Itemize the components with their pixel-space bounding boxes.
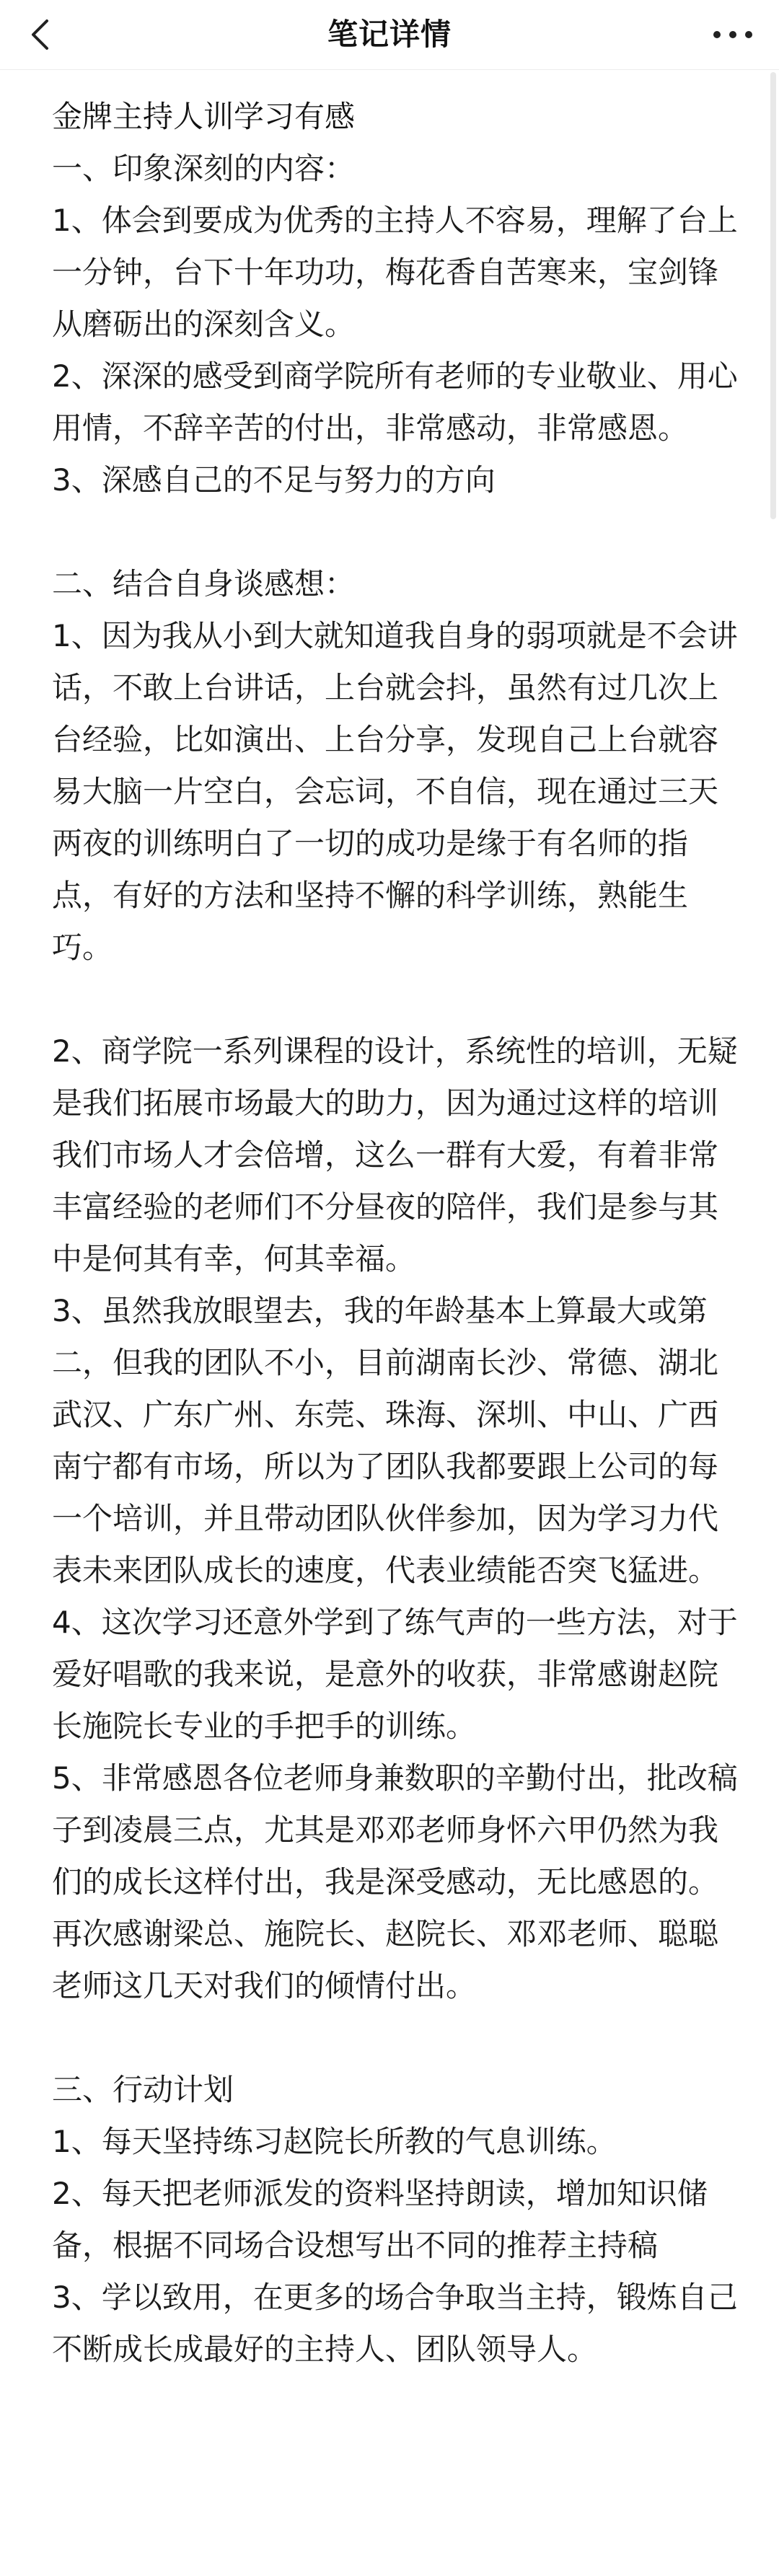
note-paragraph: 1、每天坚持练习赵院长所教的气息训练。 [52, 2124, 617, 2159]
top-navigation-bar [0, 0, 779, 70]
blank-line [52, 506, 744, 558]
scrollbar-thumb[interactable] [770, 72, 776, 519]
blank-line [52, 974, 744, 1025]
note-paragraph: 再次感谢梁总、施院长、赵院长、邓邓老师、聪聪老师这几天对我们的倾情付出。 [52, 1916, 719, 2003]
note-paragraph: 二、结合自身谈感想： [52, 566, 356, 601]
scrollbar[interactable] [770, 72, 776, 2567]
note-paragraph: 3、深感自己的不足与努力的方向 [52, 462, 496, 498]
note-paragraph: 1、因为我从小到大就知道我自身的弱项就是不会讲话，不敢上台讲话，上台就会抖，虽然有过几次上台经验，比如演出、上台分享，发现自己上台就容易大脑一片空白，会忘词，不自信，现在通过三天两夜的训练明白了一切的成功是缘于有名师的指点，有好的方法和坚持不懈的科学训练，熟能生巧。 [52, 618, 738, 965]
note-paragraph: 2、每天把老师派发的资料坚持朗读，增加知识储备，根据不同场合设想写出不同的推荐主持稿 [52, 2176, 708, 2263]
note-content [52, 91, 744, 2376]
more-options-button[interactable] [707, 13, 759, 56]
more-dots-icon [713, 30, 753, 39]
note-paragraph: 3、学以致用，在更多的场合争取当主持，锻炼自己不断成长成最好的主持人、团队领导人。 [52, 2280, 738, 2367]
note-paragraph: 2、商学院一系列课程的设计，系统性的培训，无疑是我们拓展市场最大的助力，因为通过这样的培训我们市场人才会倍增，这么一群有大爱，有着非常丰富经验的老师们不分昼夜的陪伴，我们是参与其中是何其有幸，何其幸福。 [52, 1033, 738, 1276]
note-paragraph: 3、虽然我放眼望去，我的年龄基本上算最大或第二，但我的团队不小，目前湖南长沙、常德、湖北武汉、广东广州、东莞、珠海、深圳、中山、广西南宁都有市场，所以为了团队我都要跟上公司的每一个培训，并且带动团队伙伴参加，因为学习力代表未来团队成长的速度，代表业绩能否突飞猛进。 [52, 1293, 719, 1588]
note-title: 金牌主持人训学习有感 [52, 99, 356, 134]
note-paragraph: 4、这次学习还意外学到了练气声的一些方法，对于爱好唱歌的我来说，是意外的收获，非常感谢赵院长施院长专业的手把手的训练。 [52, 1605, 738, 1744]
note-paragraph: 5、非常感恩各位老师身兼数职的辛勤付出，批改稿子到凌晨三点，尤其是邓邓老师身怀六甲仍然为我们的成长这样付出，我是深受感动，无比感恩的。 [52, 1760, 738, 1900]
page-title: 笔记详情 [327, 17, 452, 52]
note-paragraph: 1、体会到要成为优秀的主持人不容易，理解了台上一分钟，台下十年功功，梅花香自苦寒来，宝剑锋从磨砺出的深刻含义。 [52, 203, 738, 342]
note-paragraph: 2、深深的感受到商学院所有老师的专业敬业、用心用情，不辞辛苦的付出，非常感动，非常感恩。 [52, 358, 738, 446]
blank-line [52, 2012, 744, 2064]
note-paragraph: 一、印象深刻的内容： [52, 151, 356, 186]
note-paragraph: 三、行动计划 [52, 2072, 234, 2107]
